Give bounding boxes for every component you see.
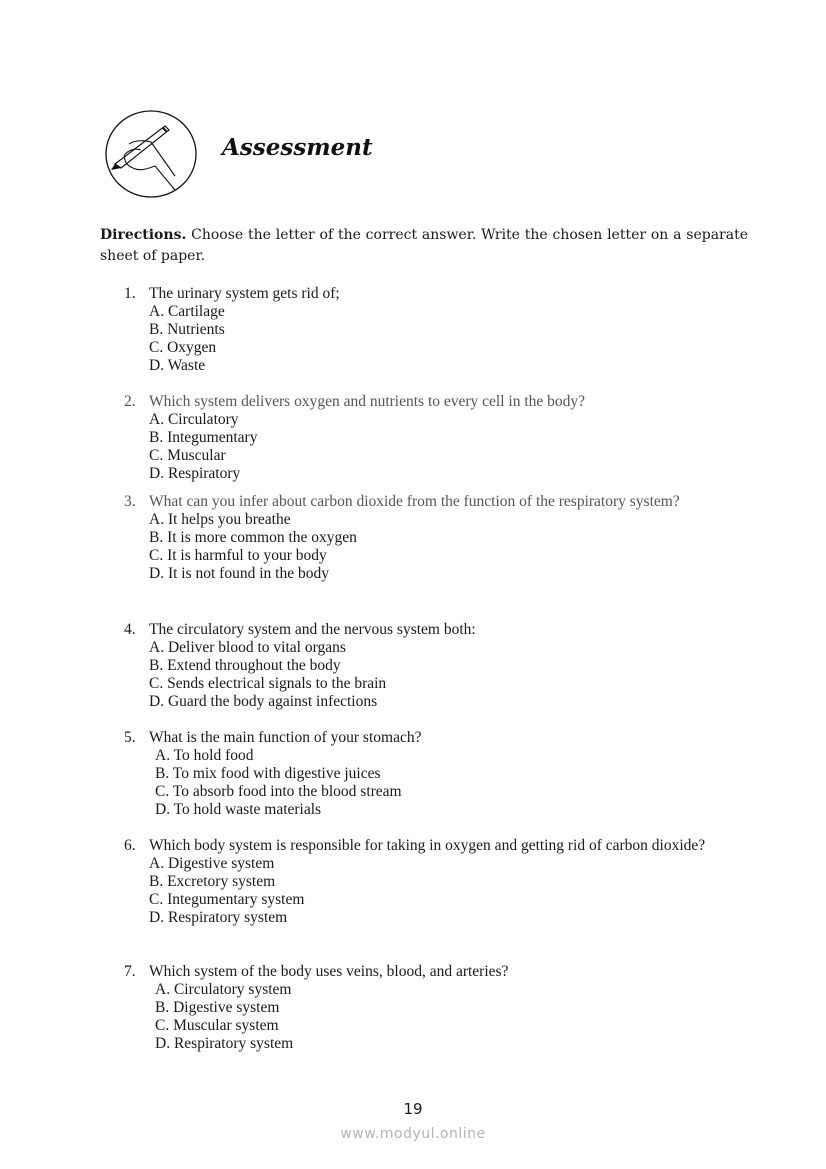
page-title: Assessment [222,134,373,161]
answer-option: B. It is more common the oxygen [149,529,357,546]
question-item [124,621,750,711]
directions-label: Directions. [100,227,187,243]
question-text: What can you infer about carbon dioxide from the function of the respiratory system? [149,493,680,510]
answer-option: D. Respiratory system [155,1035,294,1052]
question-number: 3. [124,493,136,510]
question-number: 4. [124,621,136,638]
answer-option: A. Deliver blood to vital organs [149,639,346,656]
directions [100,225,748,267]
answer-option: C. Muscular system [155,1017,279,1034]
answer-option: C. Sends electrical signals to the brain [149,675,387,692]
question-text: Which body system is responsible for taking in oxygen and getting rid of carbon dioxide? [149,837,706,854]
watermark: www.modyul.online [340,1126,486,1142]
answer-option: C. Oxygen [149,339,217,356]
answer-option: B. Extend throughout the body [149,657,341,674]
answer-option: D. To hold waste materials [155,801,322,818]
question-number: 6. [124,837,136,854]
answer-option: B. Integumentary [149,429,258,446]
question-number: 7. [124,963,136,980]
page-number: 19 [403,1100,423,1118]
question-number: 2. [124,393,136,410]
answer-option: B. To mix food with digestive juices [155,765,381,782]
answer-option: D. It is not found in the body [149,565,329,582]
answer-option: C. It is harmful to your body [149,547,327,564]
answer-option: A. Cartilage [149,303,225,320]
question-item [124,963,750,1053]
question-text: Which system delivers oxygen and nutrients to every cell in the body? [149,393,586,410]
answer-option: C. Muscular [149,447,226,464]
question-text: The urinary system gets rid of; [149,285,340,302]
question-text: The circulatory system and the nervous system both: [149,621,476,638]
answer-option: D. Respiratory [149,465,241,482]
question-item [124,285,750,375]
answer-option: D. Waste [149,357,206,374]
question-item [124,393,750,483]
question-number: 1. [124,285,136,302]
answer-option: A. To hold food [155,747,254,764]
answer-option: A. Circulatory system [155,981,292,998]
answer-option: A. Circulatory [149,411,239,428]
question-text: What is the main function of your stomach? [149,729,422,746]
answer-option: B. Digestive system [155,999,280,1016]
question-item [124,729,750,819]
answer-option: A. It helps you breathe [149,511,291,528]
question-item [124,837,750,927]
answer-option: B. Nutrients [149,321,225,338]
hand-writing-pencil-icon [105,110,197,198]
question-item [124,493,750,583]
answer-option: D. Guard the body against infections [149,693,378,710]
question-text: Which system of the body uses veins, blood, and arteries? [149,963,509,980]
answer-option: D. Respiratory system [149,909,288,926]
directions-text: Choose the letter of the correct answer. Write the chosen letter on a separate sheet of paper. [100,227,749,264]
answer-option: A. Digestive system [149,855,275,872]
answer-option: C. To absorb food into the blood stream [155,783,402,800]
question-number: 5. [124,729,136,746]
answer-option: B. Excretory system [149,873,276,890]
answer-option: C. Integumentary system [149,891,305,908]
